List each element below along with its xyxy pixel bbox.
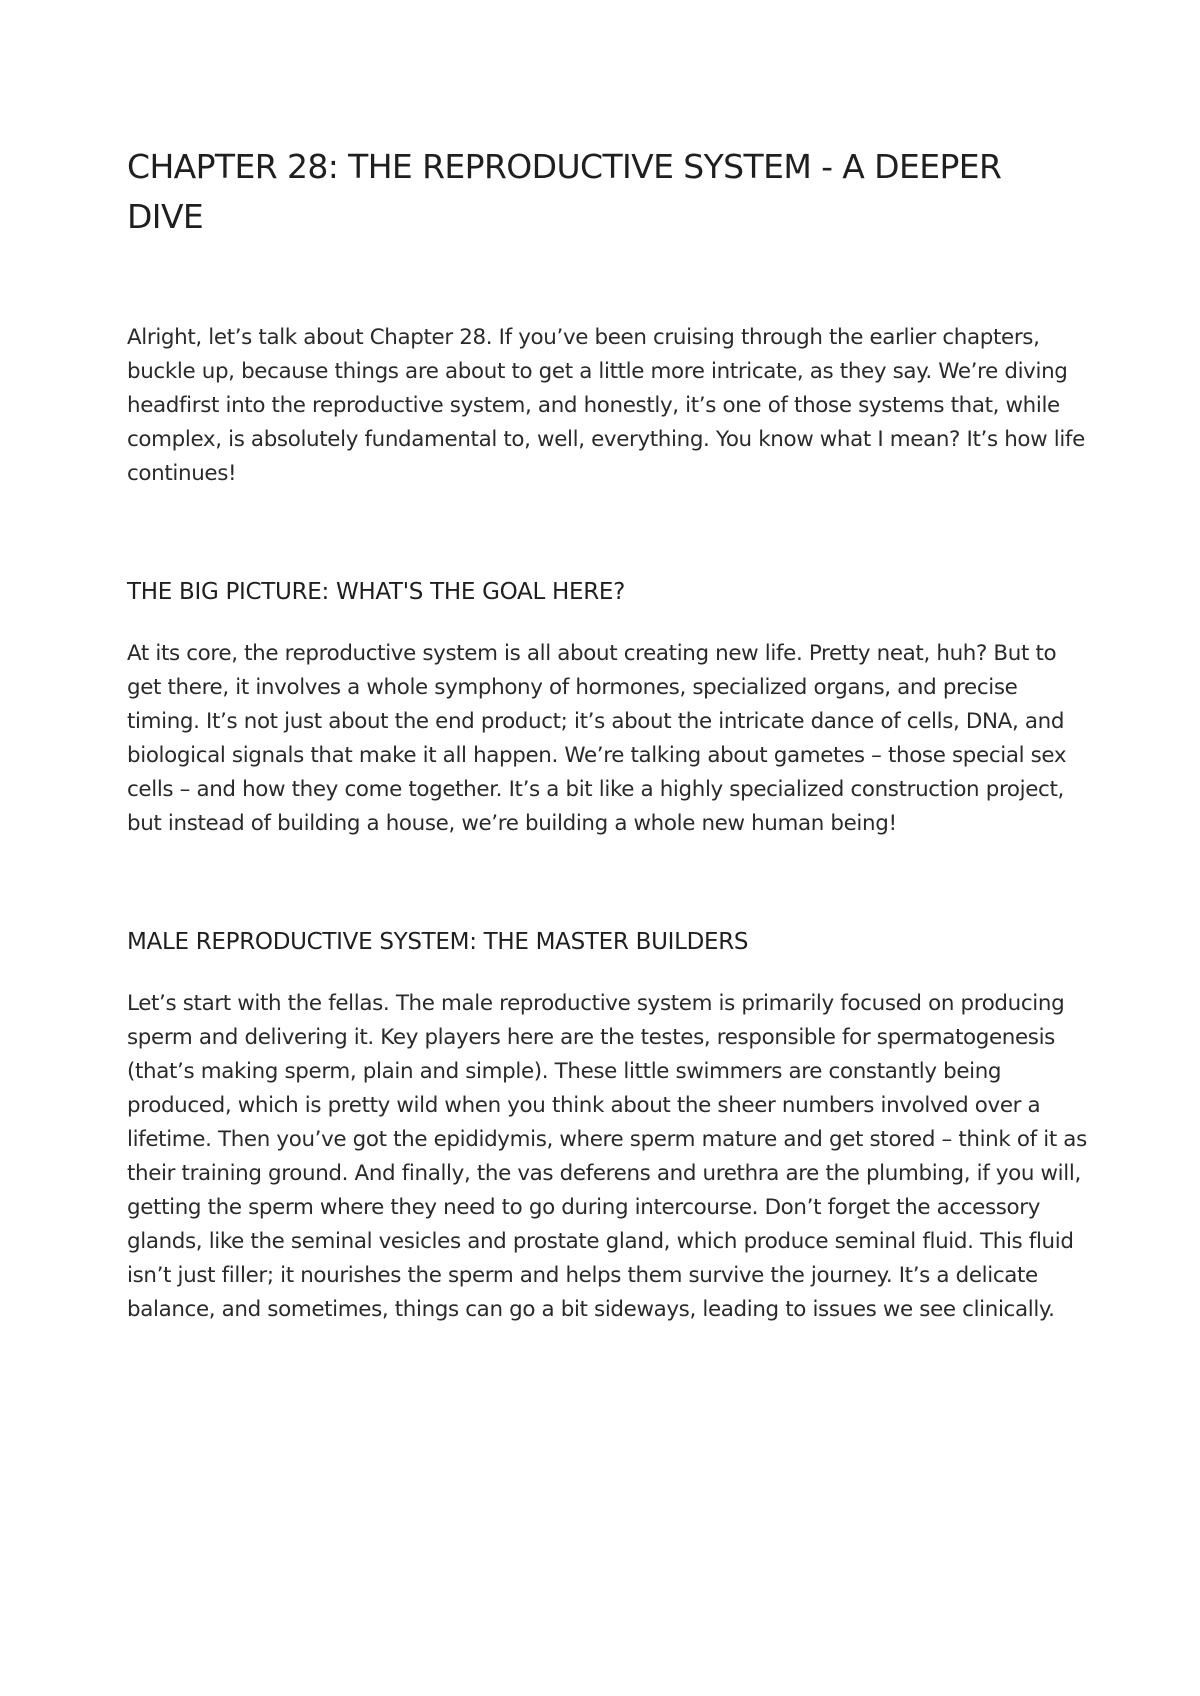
chapter-title: CHAPTER 28: THE REPRODUCTIVE SYSTEM - A DEEPER DIVE xyxy=(127,147,1002,236)
section-paragraph: Let’s start with the fellas. The male reproductive system is primarily focused on producing sperm and delivering it. Key players here are the testes, responsible for spermatogenesis (that’s making sperm, plain and simple). These little swimmers are constantly being produced, which is pretty wild when you think about the sheer numbers involved over a lifetime. Then you’ve got the epididymis, where sperm mature and get stored – think of it as their training ground. And finally, the vas deferens and urethra are the plumbing, if you will, getting the sperm where they need to go during intercourse. Don’t forget the accessory glands, like the seminal vesicles and prostate gland, which produce seminal fluid. This fluid isn’t just filler; it nourishes the sperm and helps them survive the journey. It’s a delicate balance, and sometimes, things can go a bit sideways, leading to issues we see clinically. xyxy=(127,991,1087,1322)
intro-paragraph: Alright, let’s talk about Chapter 28. If you’ve been cruising through the earlier chapters, buckle up, because things are about to get a little more intricate, as they say. We’re diving headfirst into the reproductive system, and honestly, it’s one of those systems that, while complex, is absolutely fundamental to, well, everything. You know what I mean? It’s how life continues! xyxy=(127,325,1085,486)
section-big-picture xyxy=(127,575,1087,841)
section-heading: THE BIG PICTURE: WHAT'S THE GOAL HERE? xyxy=(127,579,626,605)
section-male-reproductive-system xyxy=(127,925,1087,1327)
section-paragraph: At its core, the reproductive system is all about creating new life. Pretty neat, huh? But to get there, it involves a whole symphony of hormones, specialized organs, and precise timing. It’s not just about the end product; it’s about the intricate dance of cells, DNA, and biological signals that make it all happen. We’re talking about gametes – those special sex cells – and how they come together. It’s a bit like a highly specialized construction project, but instead of building a house, we’re building a whole new human being! xyxy=(127,641,1067,836)
document-page xyxy=(127,142,1087,1327)
section-heading: MALE REPRODUCTIVE SYSTEM: THE MASTER BUILDERS xyxy=(127,929,749,955)
